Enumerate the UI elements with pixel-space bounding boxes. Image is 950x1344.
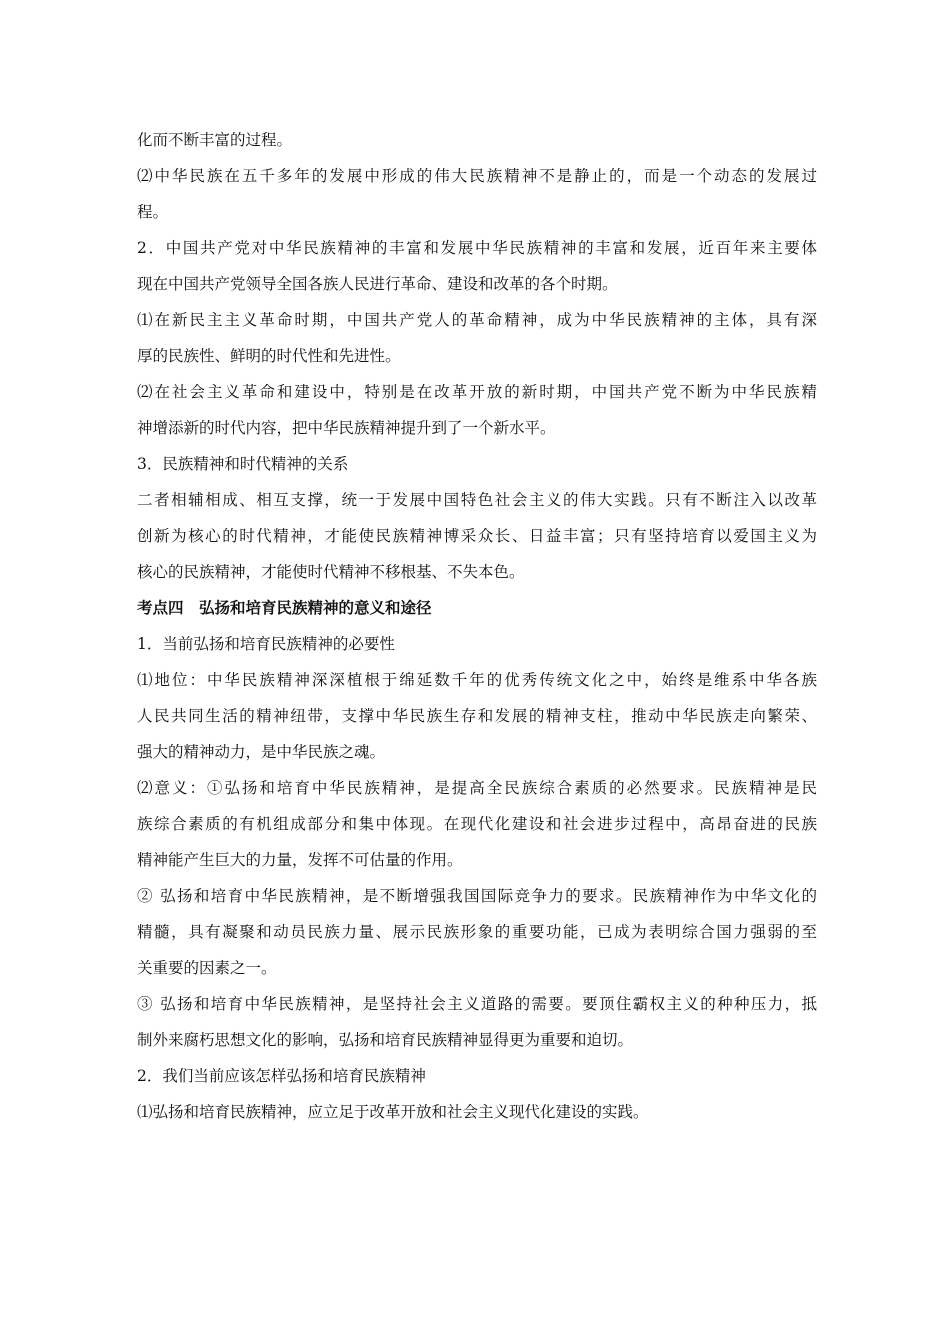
text-line: 精髓，具有凝聚和动员民族力量、展示民族形象的重要功能，已成为表明综合国力强弱的至 <box>137 923 817 941</box>
text-line: ③ 弘扬和培育中华民族精神，是坚持社会主义道路的需要。要顶住霸权主义的种种压力，抵 <box>137 995 817 1013</box>
section-heading: 考点四 弘扬和培育民族精神的意义和途径 <box>137 598 432 617</box>
text-line: 精神能产生巨大的力量，发挥不可估量的作用。 <box>137 851 463 869</box>
text-line: 化而不断丰富的过程。 <box>137 131 293 149</box>
text-line: 程。 <box>137 203 169 221</box>
text-line: 现在中国共产党领导全国各族人民进行革命、建设和改革的各个时期。 <box>137 275 618 293</box>
text-line: 创新为核心的时代精神，才能使民族精神博采众长、日益丰富；只有坚持培育以爱国主义为 <box>137 527 817 545</box>
text-line: 3．民族精神和时代精神的关系 <box>137 455 349 473</box>
text-line: ⑴弘扬和培育民族精神，应立足于改革开放和社会主义现代化建设的实践。 <box>137 1103 649 1121</box>
text-line: 2．中国共产党对中华民族精神的丰富和发展中华民族精神的丰富和发展，近百年来主要体 <box>137 239 817 257</box>
text-line: 2．我们当前应该怎样弘扬和培育民族精神 <box>137 1067 426 1085</box>
text-line: 核心的民族精神，才能使时代精神不移根基、不失本色。 <box>137 563 525 581</box>
text-line: ⑵意义：①弘扬和培育中华民族精神，是提高全民族综合素质的必然要求。民族精神是民 <box>137 779 817 797</box>
text-line: ⑴在新民主主义革命时期，中国共产党人的革命精神，成为中华民族精神的主体，具有深 <box>137 311 817 329</box>
text-line: ② 弘扬和培育中华民族精神，是不断增强我国国际竞争力的要求。民族精神作为中华文化的 <box>137 887 817 905</box>
text-line: 厚的民族性、鲜明的时代性和先进性。 <box>137 347 401 365</box>
document-body <box>137 122 817 1130</box>
text-line: ⑴地位：中华民族精神深深植根于绵延数千年的优秀传统文化之中，始终是维系中华各族 <box>137 671 817 689</box>
text-line: 强大的精神动力，是中华民族之魂。 <box>137 743 386 761</box>
text-line: 族综合素质的有机组成部分和集中体现。在现代化建设和社会进步过程中，高昂奋进的民族 <box>137 815 817 833</box>
text-line: 1．当前弘扬和培育民族精神的必要性 <box>137 635 395 653</box>
text-line: ⑵在社会主义革命和建设中，特别是在改革开放的新时期，中国共产党不断为中华民族精 <box>137 383 817 401</box>
text-line: ⑵中华民族在五千多年的发展中形成的伟大民族精神不是静止的，而是一个动态的发展过 <box>137 167 817 185</box>
text-line: 制外来腐朽思想文化的影响，弘扬和培育民族精神显得更为重要和迫切。 <box>137 1031 634 1049</box>
text-line: 关重要的因素之一。 <box>137 959 277 977</box>
text-line: 二者相辅相成、相互支撑，统一于发展中国特色社会主义的伟大实践。只有不断注入以改革 <box>137 491 817 509</box>
text-line: 人民共同生活的精神纽带，支撑中华民族生存和发展的精神支柱，推动中华民族走向繁荣、 <box>137 707 817 725</box>
text-line: 神增添新的时代内容，把中华民族精神提升到了一个新水平。 <box>137 419 556 437</box>
